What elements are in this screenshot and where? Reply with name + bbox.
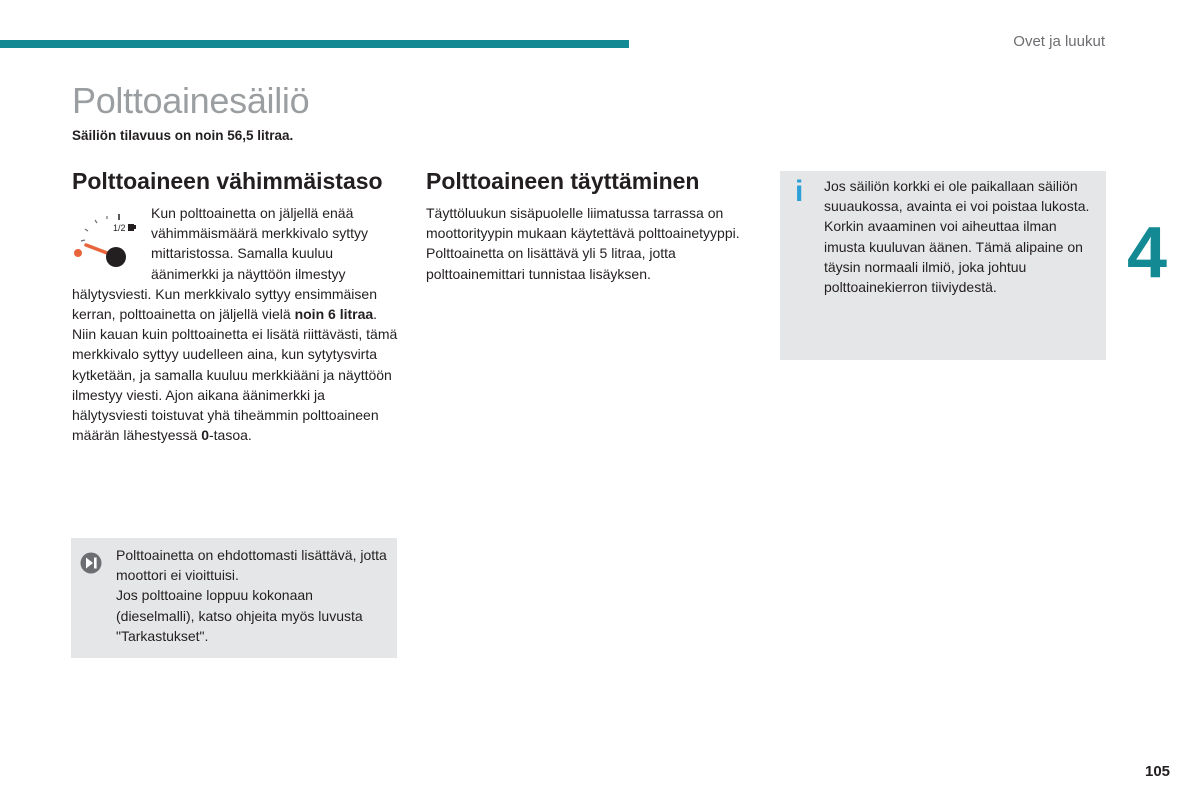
- page-number: 105: [1145, 763, 1171, 780]
- info-paragraph-2: Korkin avaaminen voi aiheuttaa ilman imusta kuuluvan äänen. Tämä alipaine on täysin normaali ilmiö, joka johtuu polttoainekierron tiiviydestä.: [824, 218, 1083, 296]
- info-icon: i: [795, 175, 804, 208]
- capacity-text: Säiliön tilavuus on noin 56,5 litraa.: [72, 128, 294, 143]
- info-paragraph-1: Jos säiliön korkki ei ole paikallaan säiliön suuaukossa, avainta ei voi poistaa lukosta.: [824, 178, 1090, 215]
- section-name: Ovet ja luukut: [1013, 33, 1105, 50]
- minimum-level-paragraph-1: Kun polttoainetta on jäljellä enää vähimmäismäärä merkkivalo syttyy mittaristossa. Samalla kuuluu äänimerkki ja näyttöön ilmestyy hälytysviesti. Kun merkkivalo syttyy ensimmäisen kerran, polttoainetta on jäljellä vielä noin 6 litraa.: [72, 205, 378, 323]
- minimum-level-paragraph-2: Niin kauan kuin polttoainetta ei lisätä riittävästi, tämä merkkivalo syttyy uudelleen aina, kun sytytysvirta kytketään, ja samalla kuuluu merkkiääni ja näyttöön ilmestyy viesti. Ajon aikana äänimerkki ja hälytysviesti toistuvat yhä tiheämmin polttoaineen määrän lähestyessä 0-tasoa.: [72, 326, 398, 444]
- minimum-level-section: [72, 203, 402, 445]
- gauge-half-label: 1/2: [113, 223, 126, 233]
- warning-paragraph-1: Polttoainetta on ehdottomasti lisättävä, jotta moottori ei vioittuisi.: [116, 547, 387, 584]
- warning-paragraph-2: Jos polttoaine loppuu kokonaan (dieselmalli), katso ohjeita myös luvusta "Tarkastukset".: [116, 587, 363, 644]
- info-box: [780, 171, 1106, 360]
- page-title: Polttoainesäiliö: [72, 80, 310, 121]
- chapter-number: 4: [1127, 213, 1168, 293]
- warning-box: [71, 538, 397, 658]
- header-accent-bar: [0, 40, 629, 48]
- refuelling-paragraph-2: Polttoainetta on lisättävä yli 5 litraa, jotta polttoainemittari tunnistaa lisäyksen.: [426, 245, 676, 282]
- refuelling-section: [426, 203, 746, 284]
- fuel-gauge-icon: [71, 207, 149, 269]
- heading-refuelling: Polttoaineen täyttäminen: [426, 168, 700, 194]
- refuelling-paragraph-1: Täyttöluukun sisäpuolelle liimatussa tarrassa on moottorityypin mukaan käytettävä polttoainetyyppi.: [426, 205, 740, 242]
- heading-minimum-level: Polttoaineen vähimmäistaso: [72, 168, 383, 194]
- skip-forward-warning-icon: [80, 552, 102, 574]
